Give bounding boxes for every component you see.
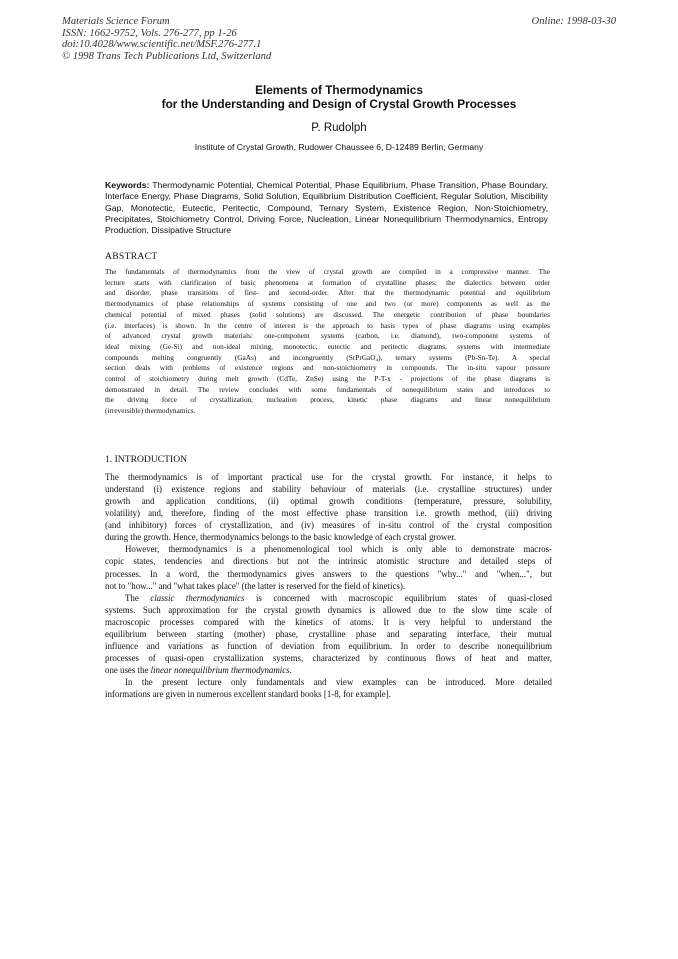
body-line: macroscopic processes compared with the kinetics of atoms. It is very helpful to understand the [105,616,552,627]
affiliation: Institute of Crystal Growth, Rudower Chaussee 6, D-12489 Berlin, Germany [194,142,484,152]
body-line [105,664,552,676]
paragraph [105,676,552,700]
abstract-line: the driving force of crystallization, nucleation process, kinetic phase diagrams and linear nonequilibrium [105,395,550,405]
keywords-text: Thermodynamic Potential, Chemical Potential, Phase Equilibrium, Phase Transition, Phase Boundary, Interface Energy, Phase Diagrams, Solid Solution, Equilibrium Distribution Coefficient, Regular Solution, Miscibility Gap, Monotectic, Eutectic, Peritectic, Compound, Ternary System, Existence Region, Non-Stoichiometry, Precipitates, Stoichiometry Control, Driving Force, Nucleation, Linear Nonequilibrium Thermodynamics, Entropy Production, Dissipative Structure [105,180,548,236]
abstract-line: control of stoichiometry during melt growth (CdTe, ZnSe) using the P-T-x - projections of the phase diagrams is [105,374,550,384]
abstract-line: thermodynamics of phase relationships of systems consisting of one and two (or more) components as well as the [105,299,550,309]
keywords [105,180,548,236]
text-run: . [289,665,292,675]
emphasis: linear nonequilibrium thermodynamics [150,665,290,675]
introduction-body [105,471,552,700]
author: P. Rudolph [311,122,367,134]
paragraph [105,592,552,676]
body-line: systems. Such approximation for the crystal growth dynamics is allowed due to the slow time scale of [105,604,552,615]
body-line: equilibrium between starting (mother) phase, crystalline phase and separating interface, their mutual [105,628,552,639]
abstract-line: ideal mixing (Ge-Si) and non-ideal mixing, monotectic, eutectic and peritectic diagrams, systems with intermediate [105,341,550,351]
introduction-heading: 1. INTRODUCTION [105,454,188,465]
abstract-heading: ABSTRACT [105,251,158,262]
body-line: growth and application conditions, (ii) optimal growth conditions (temperature, pressure, solubility, [105,496,552,507]
title-line-2: for the Understanding and Design of Crystal Growth Processes [161,97,517,111]
abstract-line: lecture starts with clarification of basic phenomena at formation of crystalline phases: the dialectics between order [105,277,550,287]
body-line: copic states, tendencies and directions but not the intrinsic atomistic structure and detailed steps of [105,556,552,567]
journal-meta [62,16,271,62]
abstract-line: chemical potential of mixed phases (solid solutions) are discussed. The energetic contribution of phase boundaries [105,309,550,319]
keywords-label: Keywords: [105,180,150,190]
abstract-line: section deals with problems of existence regions and non-stoichiometry in compounds. The in-situ vapour pressure [105,363,550,373]
abstract-body [105,267,550,417]
paragraph [105,471,552,543]
paragraph [105,543,552,591]
abstract-line: of advanced crystal growth materials: one-component systems (carbon, i.e. diamond), two-component systems of [105,331,550,341]
copyright: © 1998 Trans Tech Publications Ltd, Switzerland [62,50,272,62]
title-line-1: Elements of Thermodynamics [255,83,423,97]
abstract-line: and disorder, phase transitions of first- and second-order. After that the thermodynamic potential and equilibrium [105,288,550,298]
body-line: The thermodynamics is of important practical use for the crystal growth. For instance, it helps to [105,472,552,482]
online-date: Online: 1998-03-30 [531,16,616,27]
journal-name: Materials Science Forum [62,16,170,27]
body-line: In the present lecture only fundamentals and view examples can be introduced. More detailed [125,677,552,688]
body-line [105,592,552,604]
body-line: processes. In a word, the thermodynamics gives answers to the questions "why..." and "when...", but [105,568,552,579]
abstract-line: (i.e. interfaces) is shown. In the centre of interest is the approach to basis types of phase diagrams using examples [105,320,550,330]
body-line: not to "how..." and "what takes place" (the latter is reserved for the field of kinetics). [105,580,406,591]
text-run: The [125,592,151,603]
body-line: informations are given in numerous excellent standard books [1-8, for example]. [105,689,391,700]
text-run: is concerned with macroscopic equilibrium states of quasi-closed [244,592,552,603]
body-line: However, thermodynamics is a phenomenological tool which is only able to demonstrate macros- [125,544,552,555]
body-line: influence and variations as function of deviation from equilibrium. In order to describe nonequilibrium [105,640,552,651]
issn: ISSN: 1662-9752, Vols. 276-277, pp 1-26 [62,27,237,39]
body-line: during the growth. Hence, thermodynamics belongs to the basic knowledge of each crystal grower. [105,532,456,543]
abstract-line: demonstrated in detail. The review concludes with some fundamentals of nonequilibrium states and introduces to [105,384,550,394]
text-run: one uses the [105,665,151,675]
abstract-line: compounds melting congruently (GaAs) and incongruently (SrPrGaO₄), ternary systems (Pb-Sn-Te). A special [105,352,550,362]
abstract-line: The fundamentals of thermodynamics from the view of crystal growth are compiled in a compressive manner. The [105,267,550,276]
body-line: (and inhibitory) forces of crystallization, and (iv) measures of in-situ control of the crystal composition [105,520,552,531]
body-line: understand (i) existence regions and stability behaviour of materials (i.e. crystalline structures) under [105,484,552,495]
body-line: volatility) and, therefore, finding of the most effective phase transition i.e. growth method, (iii) driving [105,508,552,519]
doi: doi:10.4028/www.scientific.net/MSF.276-277.1 [62,39,262,51]
emphasis: classic thermodynamics [150,592,245,603]
abstract-line: (irreversible) thermodynamics. [105,406,196,416]
paper-title [0,83,678,111]
body-line: processes of quasi-open crystallization systems, characterized by continuous flows of heat and matter, [105,652,552,663]
